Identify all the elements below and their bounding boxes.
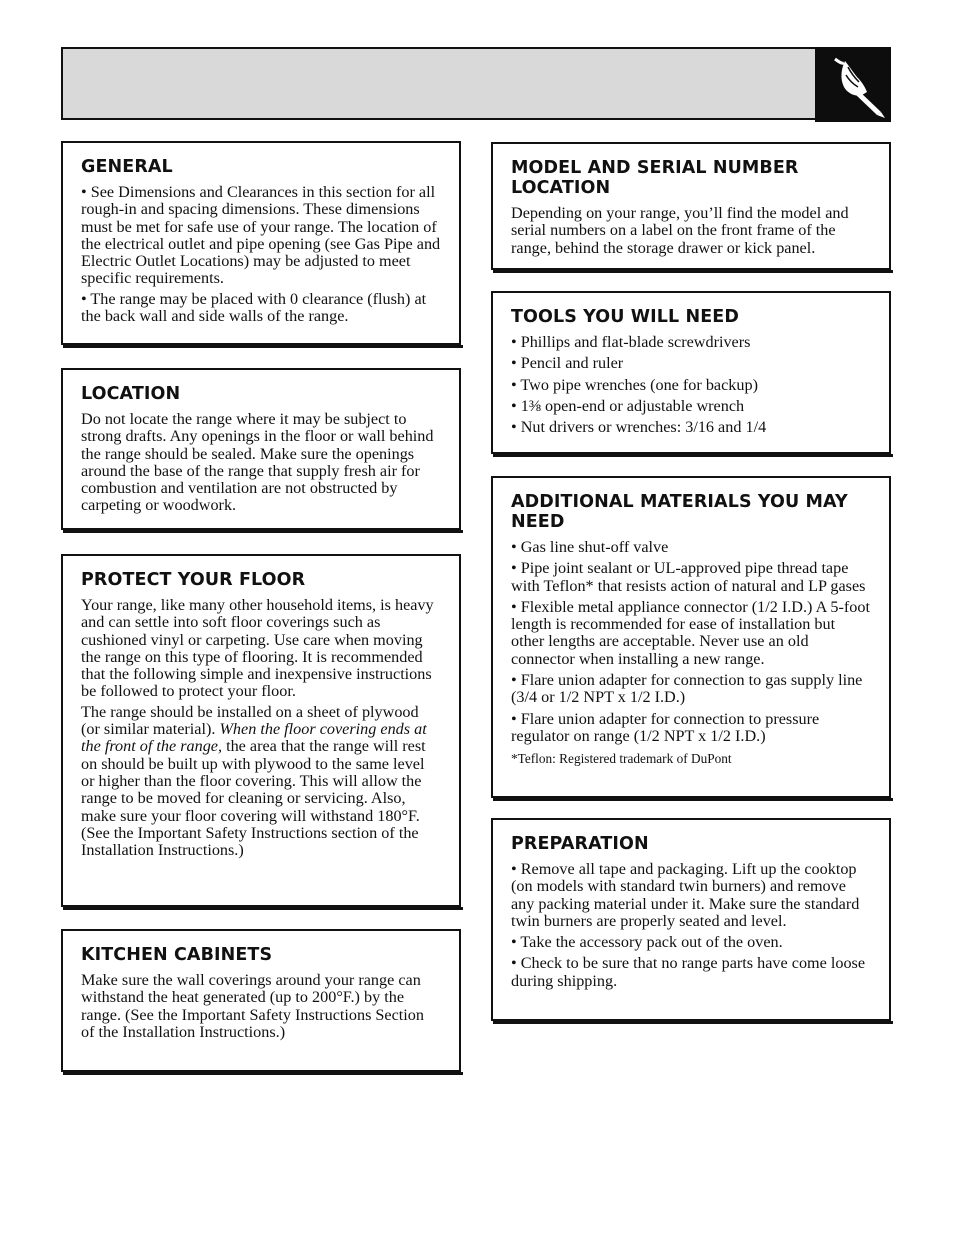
paragraph: • See Dimensions and Clearances in this section for all rough-in and spacing dimensions. These dimensions must be met for safe use of your range. The location of the electrical outlet and pipe opening (see Gas Pipe and Electric Outlet Locations) may be adjusted to meet specific requirements. <box>81 183 441 288</box>
list-item: • Flexible metal appliance connector (1/2 I.D.) A 5-foot length is recommended for ease of installation but other lengths are acceptable. Never use an old connector when installing a new range. <box>511 597 870 668</box>
list-item: • Remove all tape and packaging. Lift up the cooktop (on models with standard twin burners) and remove any packing material under it. Make sure the standard twin burners are properly seated and level. <box>511 860 860 930</box>
section-title: GENERAL <box>81 157 173 177</box>
list-item: • Gas line shut-off valve <box>511 538 669 556</box>
tools-section <box>491 291 891 454</box>
section-title: LOCATION <box>81 384 181 404</box>
text-span: The range should be installed on a sheet of plywood (or similar material). <box>81 702 419 739</box>
paragraph <box>81 704 441 860</box>
list-item: • Flare union adapter for connection to gas supply line (3/4 or 1/2 NPT x 1/2 I.D.) <box>511 671 863 707</box>
list-item: • Pipe joint sealant or UL-approved pipe thread tape with Teflon* that resists action of natural and LP gases <box>511 559 866 595</box>
text-span: the area that the range will rest on should be built up with plywood to the same level or higher than the floor covering. This will allow the range to be moved for cleaning or servicing. Also, make sure your floor covering will withstand 180°F. (See the Important Safety Instructions section of the Installation Instructions.) <box>81 737 426 860</box>
section-title: PROTECT YOUR FLOOR <box>81 570 306 590</box>
list-item: • Phillips and flat-blade screwdrivers <box>511 333 751 351</box>
section-title: KITCHEN CABINETS <box>81 945 273 965</box>
protect-floor-section <box>61 554 461 907</box>
section-title: PREPARATION <box>511 834 649 854</box>
additional-materials-section <box>491 476 891 798</box>
section-title: TOOLS YOU WILL NEED <box>511 307 739 327</box>
pencil-hand-icon <box>815 47 891 122</box>
paragraph: • The range may be placed with 0 clearance (flush) at the back wall and side walls of the range. <box>81 289 427 326</box>
preparation-section <box>491 818 891 1021</box>
location-section <box>61 368 461 530</box>
model-serial-section <box>491 142 891 270</box>
list-item: • Pencil and ruler <box>511 354 624 373</box>
section-title: MODEL AND SERIAL NUMBER LOCATION <box>511 158 799 198</box>
list-item: • 1⅜ open-end or adjustable wrench <box>511 396 745 415</box>
list-item: • Nut drivers or wrenches: 3/16 and 1/4 <box>511 418 767 437</box>
kitchen-cabinets-section <box>61 929 461 1072</box>
list-item: • Take the accessory pack out of the oven. <box>511 933 783 952</box>
list-item: • Check to be sure that no range parts have come loose during shipping. <box>511 954 866 990</box>
paragraph: Your range, like many other household items, is heavy and can settle into soft floor coverings such as cushioned vinyl or carpeting. Use care when moving the range on this type of flooring. It is recommended that the following simple and inexpensive instructions be followed to protect your floor. <box>81 596 434 701</box>
list-item: • Two pipe wrenches (one for backup) <box>511 375 758 394</box>
paragraph: Do not locate the range where it may be subject to strong drafts. Any openings in the floor or wall behind the range should be sealed. Make sure the openings around the base of the range that supply fresh air for combustion and ventilation are not obstructed by carpeting or woodwork. <box>81 410 434 515</box>
page-header-bar <box>61 47 891 120</box>
section-title: ADDITIONAL MATERIALS YOU MAY NEED <box>511 492 848 532</box>
italic-text: When the floor covering ends at the front of the range, <box>81 720 427 756</box>
list-item: • Flare union adapter for connection to pressure regulator on range (1/2 NPT x 1/2 I.D.) <box>511 709 820 745</box>
paragraph: Depending on your range, you’ll find the model and serial numbers on a label on the front frame of the range, behind the storage drawer or kick panel. <box>511 204 849 257</box>
general-section <box>61 141 461 345</box>
paragraph: Make sure the wall coverings around your range can withstand the heat generated (up to 200°F.) by the range. (See the Important Safety Instructions Section of the Installation Instructions.) <box>81 971 424 1041</box>
footnote: *Teflon: Registered trademark of DuPont <box>511 751 732 767</box>
